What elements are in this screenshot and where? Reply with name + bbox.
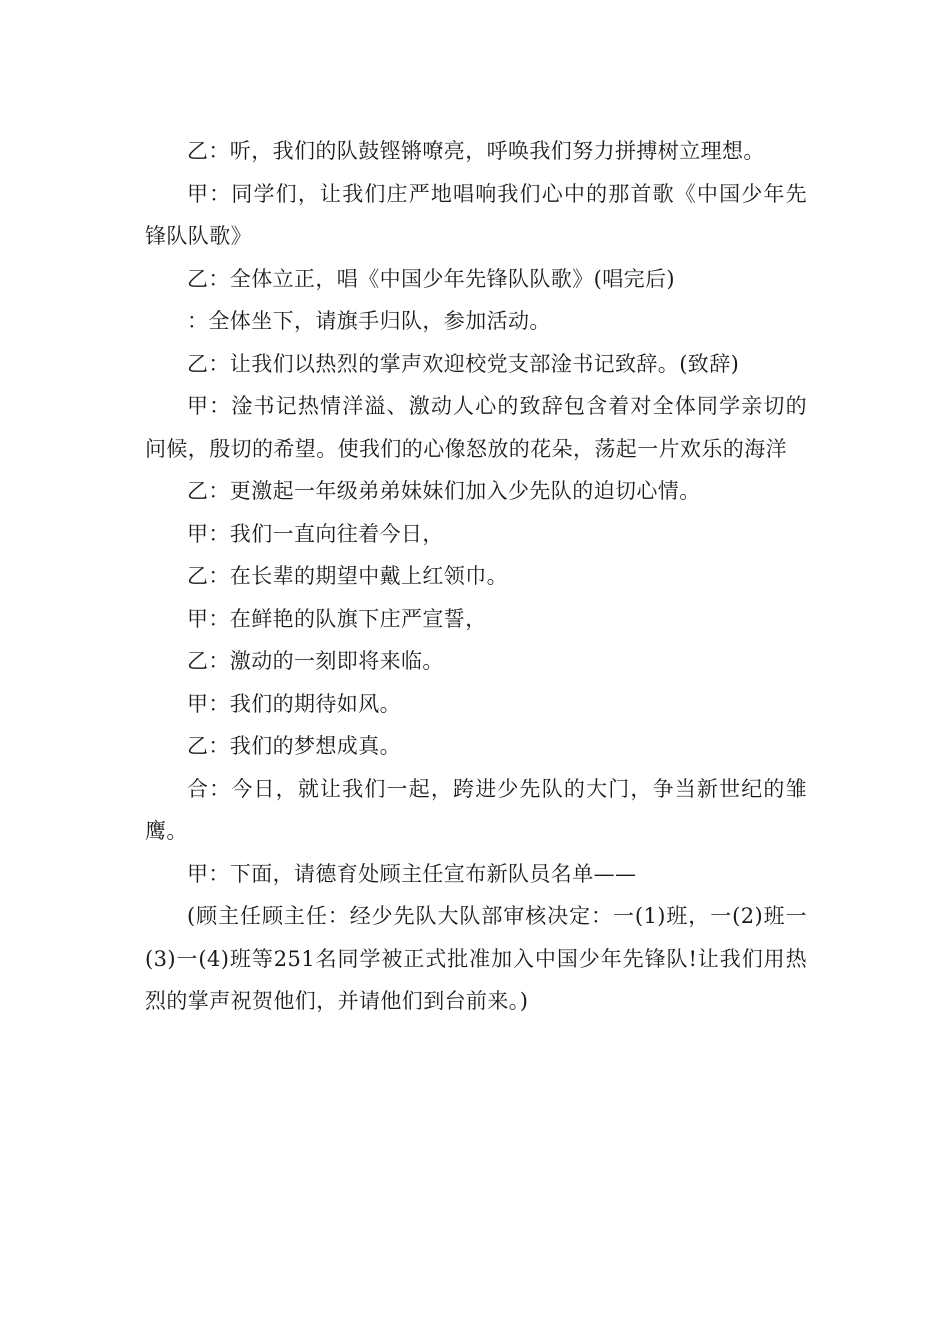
paragraph: 乙：听，我们的队鼓铿锵嘹亮，呼唤我们努力拼搏树立理想。 <box>187 139 765 163</box>
paragraph: 合：今日，就让我们一起，跨进少先队的大门，争当新世纪的雏鹰。 <box>145 776 807 843</box>
paragraph: 乙：在长辈的期望中戴上红领巾。 <box>187 564 508 588</box>
paragraph: 乙：我们的梦想成真。 <box>187 734 401 758</box>
paragraph: 乙：更激起一年级弟弟妹妹们加入少先队的迫切心情。 <box>187 479 701 503</box>
document-body <box>145 130 807 1023</box>
paragraph: 甲：下面，请德育处顾主任宣布新队员名单—— <box>187 861 637 886</box>
paragraph: 甲：我们一直向往着今日， <box>187 521 444 546</box>
paragraph: 乙：让我们以热烈的掌声欢迎校党支部淦书记致辞。(致辞) <box>187 351 740 376</box>
paragraph: ：全体坐下，请旗手归队，参加活动。 <box>187 309 551 333</box>
paragraph: (顾主任顾主任：经少先队大队部审核决定：一(1)班，一(2)班一(3)一(4)班等251名同学被正式批准加入中国少年先锋队!让我们用热烈的掌声祝贺他们，并请他们到台前来。) <box>145 904 807 1013</box>
paragraph: 乙：全体立正，唱《中国少年先锋队队歌》(唱完后) <box>187 266 675 291</box>
paragraph: 甲：在鲜艳的队旗下庄严宣誓， <box>187 606 487 631</box>
paragraph: 乙：激动的一刻即将来临。 <box>187 649 444 673</box>
paragraph: 甲：同学们，让我们庄严地唱响我们心中的那首歌《中国少年先锋队队歌》 <box>145 181 807 248</box>
paragraph: 甲：淦书记热情洋溢、激动人心的致辞包含着对全体同学亲切的问候，殷切的希望。使我们的心像怒放的花朵，荡起一片欢乐的海洋 <box>145 394 807 461</box>
paragraph: 甲：我们的期待如风。 <box>187 691 401 716</box>
